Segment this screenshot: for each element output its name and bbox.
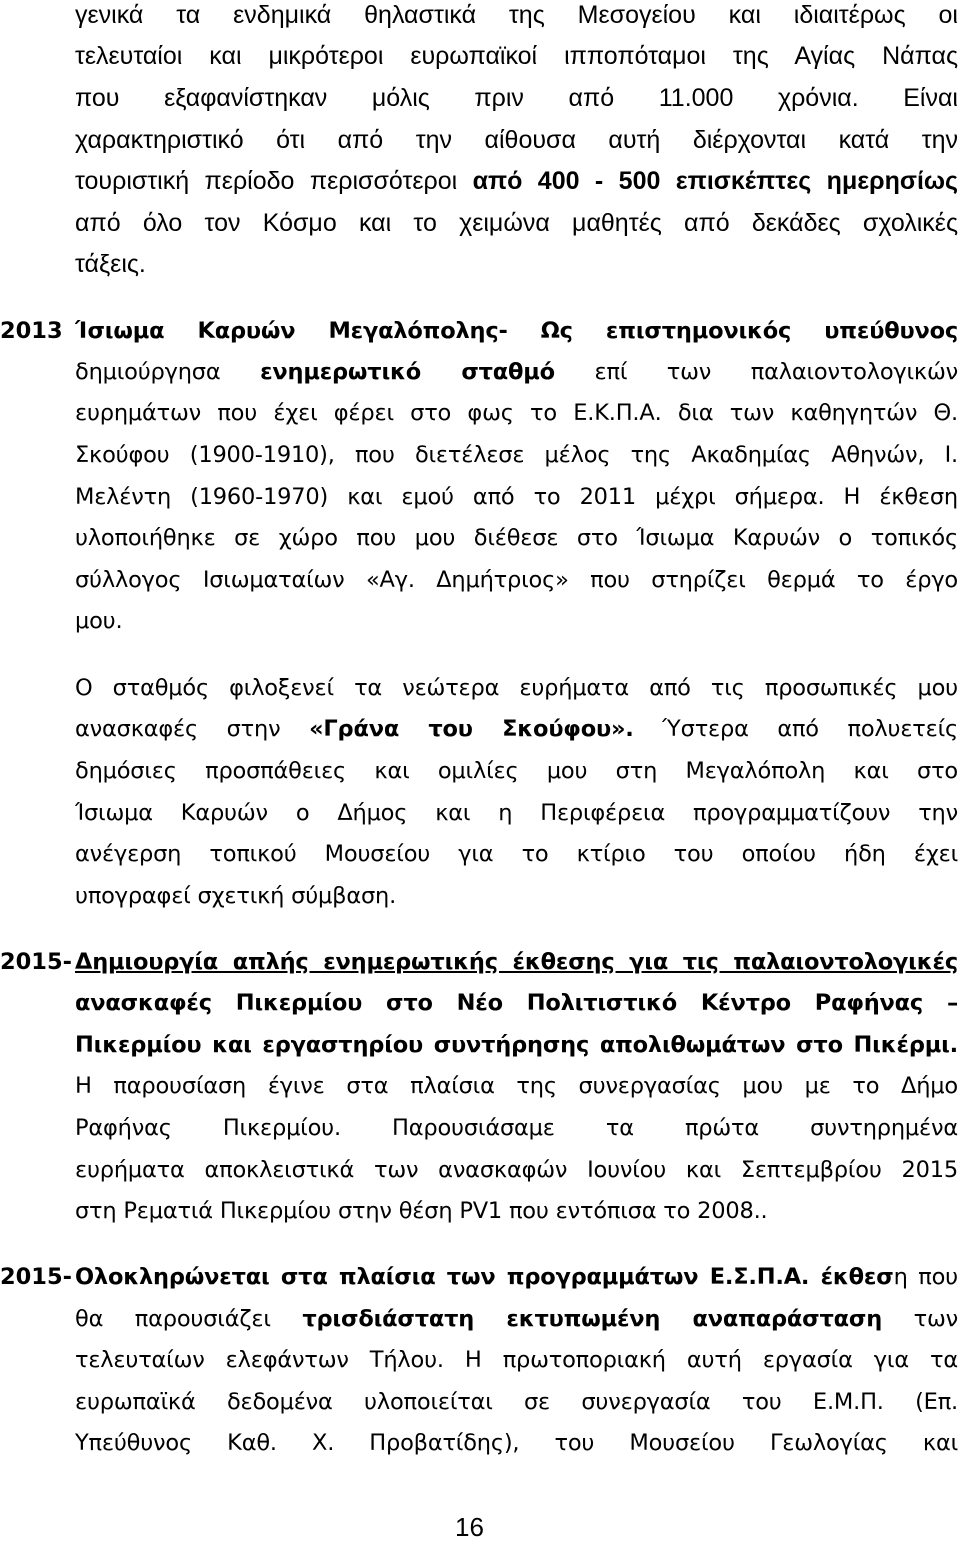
- text-line: τάξεις.: [75, 250, 146, 278]
- entry-title: Πικερμίου και εργαστηρίου συντήρησης απολιθωμάτων στο Πικέρμι.: [75, 1032, 958, 1058]
- entry-title: ανασκαφές Πικερμίου στο Νέο Πολιτιστικό Κέντρο Ραφήνας –: [75, 990, 958, 1016]
- text-line: σύλλογος Ισιωματαίων «Αγ. Δημήτριος» που στηρίζει θερμά το έργο: [75, 567, 958, 593]
- text-span: ανασκαφές στην: [75, 716, 281, 742]
- bold-text: «Γράνα του Σκούφου».: [309, 716, 634, 742]
- bold-text: τρισδιάστατη εκτυπωμένη αναπαράσταση: [302, 1306, 883, 1332]
- text-span: θα παρουσιάζει: [75, 1306, 271, 1332]
- text-line: που εξαφανίστηκαν μόλις πριν από 11.000 χρόνια. Είναι: [75, 84, 958, 112]
- entry-year: 2015-: [0, 1264, 72, 1290]
- text-line: μου.: [75, 608, 123, 634]
- text-line: υλοποιήθηκε σε χώρο που μου διέθεσε στο Ίσιωμα Καρυών ο τοπικός: [75, 525, 958, 551]
- text-line: Ίσιωμα Καρυών ο Δήμος και η Περιφέρεια προγραμματίζουν την: [75, 800, 958, 826]
- entry-year: 2015-: [0, 949, 72, 975]
- text-line: [75, 1304, 958, 1334]
- text-line: [75, 714, 958, 744]
- text-line: [75, 1262, 958, 1292]
- text-line: στη Ρεματιά Πικερμίου στην θέση PV1 που εντόπισα το 2008..: [75, 1198, 768, 1224]
- text-line: ευρήματα αποκλειστικά των ανασκαφών Ιουνίου και Σεπτεμβρίου 2015: [75, 1157, 958, 1183]
- text-span: η που: [893, 1264, 958, 1290]
- text-line: δημόσιες προσπάθειες και ομιλίες μου στη Μεγαλόπολη και στο: [75, 758, 958, 784]
- entry-year: 2013: [0, 318, 63, 344]
- text-line: τελευταίοι και μικρότεροι ευρωπαϊκοί ιπποπόταμοι της Αγίας Νάπας: [75, 42, 958, 70]
- text-line: ευρημάτων που έχει φέρει στο φως το Ε.Κ.Π.Α. δια των καθηγητών Θ.: [75, 400, 958, 426]
- text-line: ανέγερση τοπικού Μουσείου για το κτίριο του οποίου ήδη έχει: [75, 841, 958, 867]
- page-number: 16: [455, 1512, 484, 1542]
- text-line: υπογραφεί σχετική σύμβαση.: [75, 883, 397, 909]
- text-line: [75, 357, 958, 387]
- bold-text: ενημερωτικό σταθμό: [260, 359, 555, 385]
- text-line: από όλο τον Κόσμο και το χειμώνα μαθητές από δεκάδες σχολικές: [75, 209, 958, 237]
- entry-title: Ίσιωμα Καρυών Μεγαλόπολης- Ως επιστημονικός υπεύθυνος: [75, 318, 958, 344]
- text-span: επί των παλαιοντολογικών: [594, 359, 958, 385]
- text-span: των: [913, 1306, 958, 1332]
- text-line: ευρωπαϊκά δεδομένα υλοποιείται σε συνεργασία του Ε.Μ.Π. (Επ.: [75, 1389, 958, 1415]
- text-line: Σκούφου (1900-1910), που διετέλεσε μέλος της Ακαδημίας Αθηνών, Ι.: [75, 442, 958, 468]
- text-line: [75, 166, 958, 196]
- bold-text: από 400 - 500 επισκέπτες ημερησίως: [472, 167, 958, 195]
- text-span: τουριστική περίοδο περισσότεροι: [75, 167, 458, 195]
- text-line: Ο σταθμός φιλοξενεί τα νεώτερα ευρήματα από τις προσωπικές μου: [75, 675, 958, 701]
- text-line: Ραφήνας Πικερμίου. Παρουσιάσαμε τα πρώτα συντηρημένα: [75, 1115, 958, 1141]
- entry-title: Δημιουργία απλής ενημερωτικής έκθεσης για τις παλαιοντολογικές: [75, 949, 958, 975]
- text-line: Η παρουσίαση έγινε στα πλαίσια της συνεργασίας μου με το Δήμο: [75, 1073, 958, 1099]
- text-line: Υπεύθυνος Καθ. Χ. Προβατίδης), του Μουσείου Γεωλογίας και: [75, 1430, 958, 1456]
- text-span: δημιούργησα: [75, 359, 221, 385]
- text-line: τελευταίων ελεφάντων Τήλου. Η πρωτοποριακή αυτή εργασία για τα: [75, 1347, 958, 1373]
- text-line: Μελέντη (1960-1970) και εμού από το 2011 μέχρι σήμερα. Η έκθεση: [75, 484, 958, 510]
- text-line: χαρακτηριστικό ότι από την αίθουσα αυτή διέρχονται κατά την: [75, 126, 958, 154]
- bold-text: Ολοκληρώνεται στα πλαίσια των προγραμμάτων Ε.Σ.Π.Α. έκθεσ: [75, 1264, 894, 1290]
- text-span: Ύστερα από πολυετείς: [662, 716, 958, 742]
- text-line: γενικά τα ενδημικά θηλαστικά της Μεσογείου και ιδιαιτέρως οι: [75, 1, 958, 29]
